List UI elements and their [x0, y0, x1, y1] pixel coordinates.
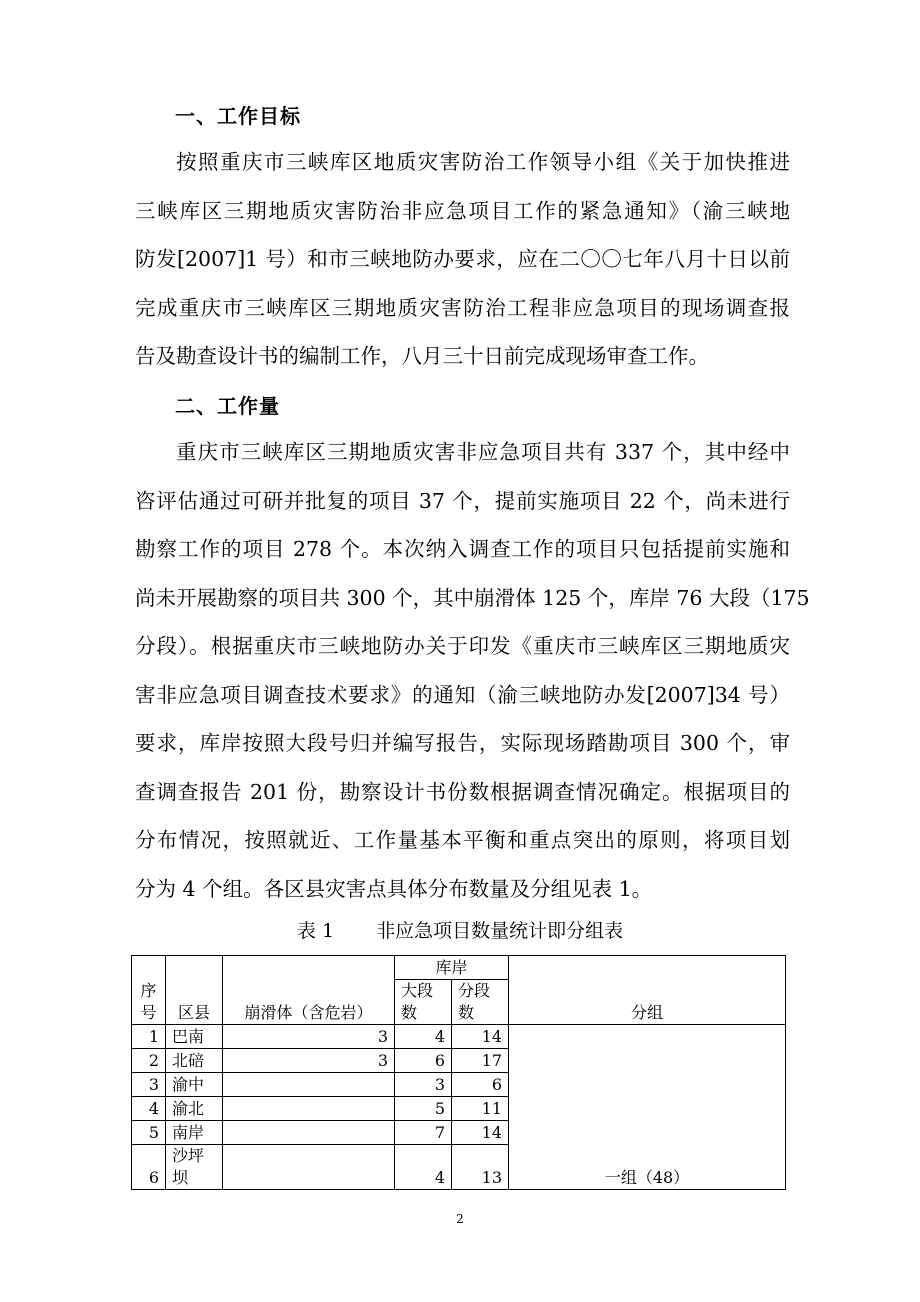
text-line: 要求，库岸按照大段号归并编写报告，实际现场踏勘项目 300 个，审 — [135, 731, 790, 755]
header-big-segments — [395, 980, 452, 1025]
statistics-table — [131, 955, 786, 1190]
table-caption-title: 非应急项目数量统计即分组表 — [376, 920, 624, 942]
header-big-line: 大段 — [401, 981, 434, 1000]
cell-landslide: 3 — [223, 1025, 395, 1049]
cell-sub: 6 — [452, 1073, 509, 1097]
text-line: 完成重庆市三峡库区三期地质灾害防治工程非应急项目的现场调查报 — [135, 295, 790, 320]
paragraph-goals — [135, 138, 790, 381]
text-line: 告及勘查设计书的编制工作，八月三十日前完成现场审查工作。 — [135, 344, 709, 368]
page-number: 2 — [456, 1212, 464, 1226]
cell-landslide — [223, 1073, 395, 1097]
header-group: 分组 — [509, 956, 786, 1025]
cell-seq: 1 — [132, 1025, 166, 1049]
text-line: 分段）。根据重庆市三峡地防办关于印发《重庆市三峡库区三期地质灾 — [135, 634, 790, 658]
table-header-row — [132, 956, 786, 980]
header-bank: 库岸 — [395, 956, 509, 980]
cell-seq: 2 — [132, 1049, 166, 1073]
header-seq-line: 号 — [140, 1003, 157, 1022]
cell-seq: 3 — [132, 1073, 166, 1097]
header-seq-line: 序 — [140, 981, 157, 1000]
text-line: 害非应急项目调查技术要求》的通知（渝三峡地防办发[2007]34 号） — [135, 682, 790, 707]
cell-district: 南岸 — [166, 1121, 223, 1145]
section-heading-goals: 一、工作目标 — [175, 104, 301, 128]
table-row — [132, 1025, 786, 1049]
header-district: 区县 — [166, 956, 223, 1025]
text-line: 勘察工作的项目 278 个。本次纳入调查工作的项目只包括提前实施和 — [135, 537, 790, 561]
cell-seq: 5 — [132, 1121, 166, 1145]
text-line: 三峡库区三期地质灾害防治非应急项目工作的紧急通知》（渝三峡地 — [135, 198, 790, 223]
text-line: 防发[2007]1 号）和市三峡地防办要求，应在二〇〇七年八月十日以前 — [135, 247, 790, 271]
cell-landslide — [223, 1121, 395, 1145]
cell-big: 5 — [395, 1097, 452, 1121]
cell-big: 6 — [395, 1049, 452, 1073]
table-caption-label: 表 1 — [296, 920, 335, 942]
table-caption — [0, 916, 920, 943]
text-line: 查调查报告 201 份，勘察设计书份数根据调查情况确定。根据项目的 — [135, 779, 790, 804]
text-line: 尚未开展勘察的项目共 300 个，其中崩滑体 125 个，库岸 76 大段（175 — [135, 585, 810, 610]
cell-sub: 14 — [452, 1121, 509, 1145]
header-sub-line: 分段 — [458, 981, 491, 1000]
cell-district: 渝北 — [166, 1097, 223, 1121]
cell-sub: 11 — [452, 1097, 509, 1121]
cell-landslide — [223, 1145, 395, 1190]
cell-sub: 17 — [452, 1049, 509, 1073]
cell-district: 巴南 — [166, 1025, 223, 1049]
cell-landslide: 3 — [223, 1049, 395, 1073]
cell-district-line: 坝 — [172, 1168, 189, 1187]
header-big-line: 数 — [401, 1003, 418, 1022]
cell-big: 3 — [395, 1073, 452, 1097]
header-landslide: 崩滑体（含危岩） — [223, 956, 395, 1025]
cell-seq: 4 — [132, 1097, 166, 1121]
cell-landslide — [223, 1097, 395, 1121]
cell-sub: 13 — [452, 1145, 509, 1190]
header-sub-segments — [452, 980, 509, 1025]
text-line: 重庆市三峡库区三期地质灾害非应急项目共有 337 个，其中经中 — [176, 440, 790, 464]
cell-district-line: 沙坪 — [172, 1146, 205, 1165]
text-line: 分为 4 个组。各区县灾害点具体分布数量及分组见表 1。 — [135, 876, 653, 901]
cell-district: 北碚 — [166, 1049, 223, 1073]
cell-sub: 14 — [452, 1025, 509, 1049]
cell-big: 4 — [395, 1145, 452, 1190]
text-line: 咨评估通过可研并批复的项目 37 个，提前实施项目 22 个，尚未进行 — [135, 488, 790, 513]
paragraph-workload — [135, 428, 810, 913]
cell-big: 4 — [395, 1025, 452, 1049]
header-seq — [132, 956, 166, 1025]
header-sub-line: 数 — [458, 1003, 475, 1022]
cell-district — [166, 1145, 223, 1190]
section-heading-workload: 二、工作量 — [175, 394, 280, 418]
cell-seq: 6 — [132, 1145, 166, 1190]
cell-group: 一组（48） — [509, 1025, 786, 1190]
cell-big: 7 — [395, 1121, 452, 1145]
text-line: 按照重庆市三峡库区地质灾害防治工作领导小组《关于加快推进 — [176, 150, 790, 174]
cell-district: 渝中 — [166, 1073, 223, 1097]
text-line: 分布情况，按照就近、工作量基本平衡和重点突出的原则，将项目划 — [135, 828, 790, 852]
